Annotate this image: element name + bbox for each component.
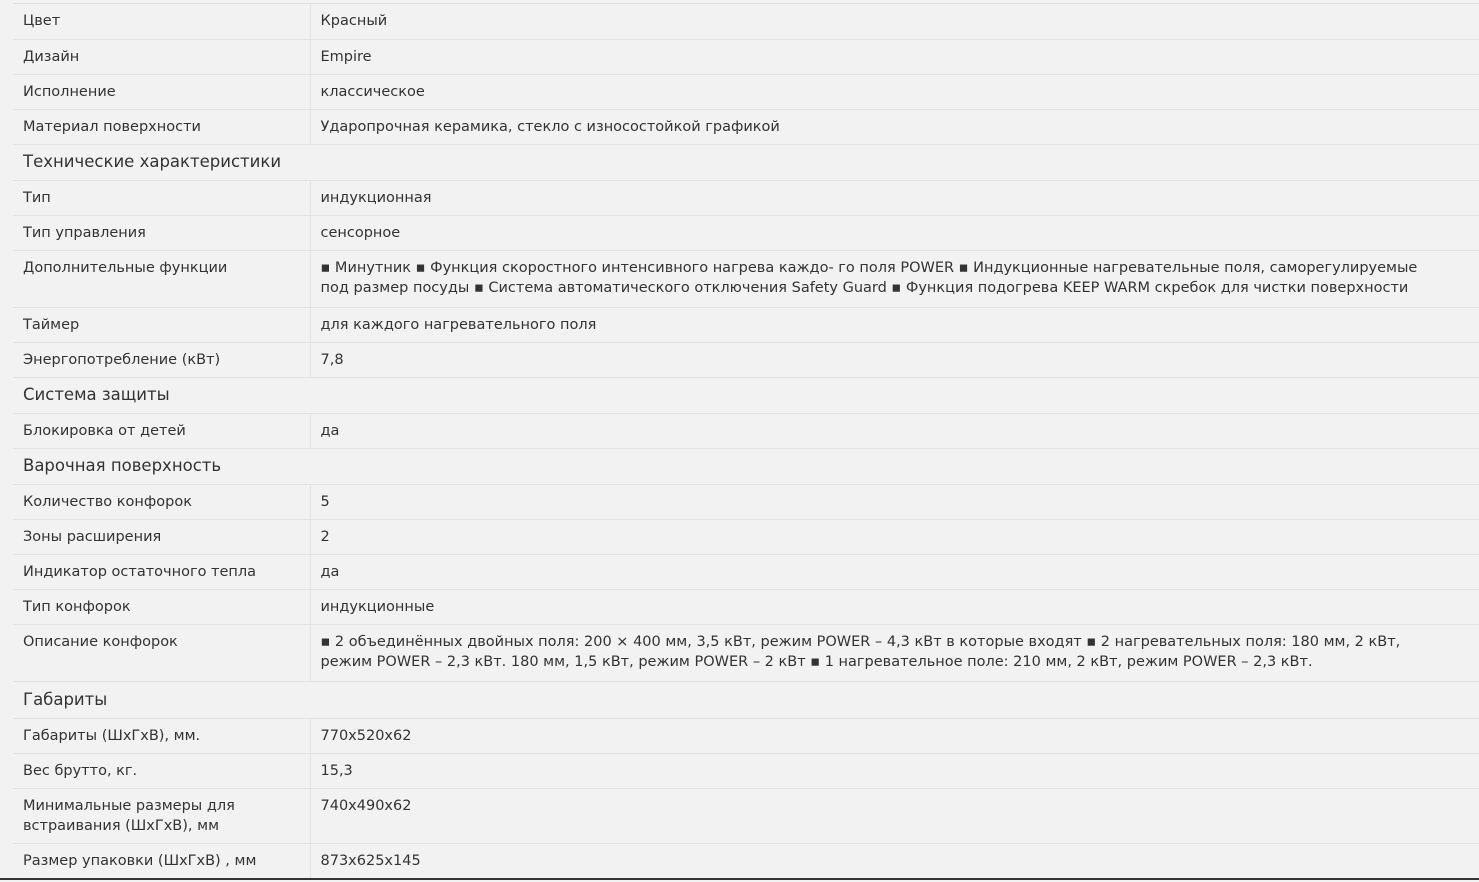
spec-value: индукционная [310,180,1479,215]
spec-name: Тип управления [13,215,310,250]
spec-name: Размер упаковки (ШхГхВ) , мм [13,843,310,878]
spec-name: Цвет [13,4,310,39]
spec-name: Количество конфорок [13,484,310,519]
specs-table [13,4,1479,879]
spec-row-surface-material [13,109,1479,144]
spec-row-dimensions [13,718,1479,753]
spec-value: Красный [310,4,1479,39]
spec-value: Empire [310,39,1479,74]
spec-name: Индикатор остаточного тепла [13,554,310,589]
spec-value: 740x490x62 [310,788,1479,843]
section-header-cooktop [13,448,1479,484]
spec-value: классическое [310,74,1479,109]
section-title: Технические характеристики [13,144,1479,180]
spec-row-type [13,180,1479,215]
spec-value: 873x625x145 [310,843,1479,878]
spec-value: сенсорное [310,215,1479,250]
section-header-dimensions [13,681,1479,718]
spec-value: 770x520x62 [310,718,1479,753]
spec-name: Вес брутто, кг. [13,753,310,788]
spec-value: 2 [310,519,1479,554]
spec-row-color [13,4,1479,39]
spec-row-timer [13,307,1479,342]
spec-row-design [13,39,1479,74]
spec-name: Зоны расширения [13,519,310,554]
bottom-divider [0,878,1479,880]
spec-name: Исполнение [13,74,310,109]
section-header-protection [13,377,1479,413]
spec-name: Блокировка от детей [13,413,310,448]
spec-name: Минимальные размеры для встраивания (ШхГхВ), мм [13,788,310,843]
spec-name: Тип конфорок [13,589,310,624]
section-title: Варочная поверхность [13,448,1479,484]
spec-row-extra-functions [13,250,1479,307]
spec-row-burner-count [13,484,1479,519]
spec-row-residual-heat [13,554,1479,589]
spec-value: ▪ Минутник ▪ Функция скоростного интенсивного нагрева каждо- го поля POWER ▪ Индукционные нагревательные поля, саморегулируемые под размер посуды ▪ Система автоматического отключения Safety Guard ▪ Функция подогрева KEEP WARM скребок для чистки поверхности [310,250,1479,307]
spec-value: для каждого нагревательного поля [310,307,1479,342]
spec-row-execution [13,74,1479,109]
spec-row-burner-type [13,589,1479,624]
spec-value: Ударопрочная керамика, стекло с износостойкой графикой [310,109,1479,144]
section-title: Система защиты [13,377,1479,413]
spec-row-builtin-dimensions [13,788,1479,843]
spec-value: 7,8 [310,342,1479,377]
spec-value: 5 [310,484,1479,519]
spec-row-burner-description [13,624,1479,681]
spec-row-control-type [13,215,1479,250]
section-header-technical [13,144,1479,180]
spec-name: Тип [13,180,310,215]
section-title: Габариты [13,681,1479,718]
spec-row-package-size [13,843,1479,878]
spec-row-child-lock [13,413,1479,448]
spec-name: Описание конфорок [13,624,310,681]
spec-value: да [310,413,1479,448]
spec-name: Энергопотребление (кВт) [13,342,310,377]
spec-value: да [310,554,1479,589]
spec-name: Габариты (ШхГхВ), мм. [13,718,310,753]
spec-row-power-consumption [13,342,1479,377]
spec-value: индукционные [310,589,1479,624]
spec-name: Материал поверхности [13,109,310,144]
spec-row-gross-weight [13,753,1479,788]
spec-value: 15,3 [310,753,1479,788]
spec-name: Дизайн [13,39,310,74]
spec-row-expansion-zones [13,519,1479,554]
spec-value: ▪ 2 объединённых двойных поля: 200 × 400 мм, 3,5 кВт, режим POWER – 4,3 кВт в которые входят ▪ 2 нагревательных поля: 180 мм, 2 кВт, режим POWER – 2,3 кВт. 180 мм, 1,5 кВт, режим POWER – 2 кВт ▪ 1 нагревательное поле: 210 мм, 2 кВт, режим POWER – 2,3 кВт. [310,624,1479,681]
spec-name: Дополнительные функции [13,250,310,307]
spec-name: Таймер [13,307,310,342]
